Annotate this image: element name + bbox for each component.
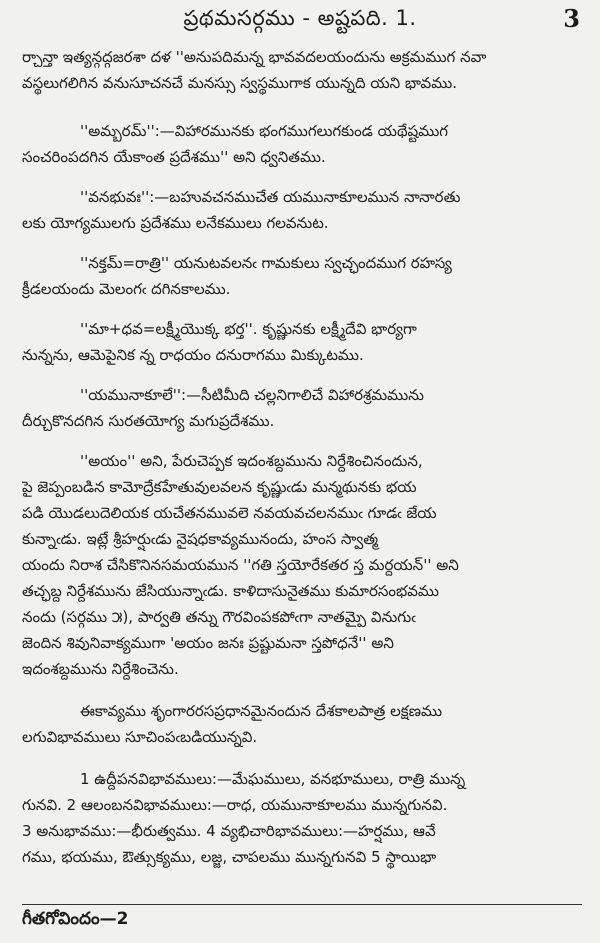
text-line: యందు నిరాశ చేసికొనినసమయమున ''గతి స్తయోరేకతర స్త మర్దయన్'' అని xyxy=(22,556,459,574)
paragraph-4 xyxy=(22,250,582,302)
paragraph-8 xyxy=(22,698,582,750)
paragraph-7 xyxy=(22,448,582,682)
page-header xyxy=(0,4,600,38)
text-line: 3 అనుభావము:—భీరుత్వము. 4 వ్యభిచారిభావములు:—హర్షము, ఆవే xyxy=(22,822,436,840)
text-line: ''మా+ధవ=లక్ష్మీయొక్క భర్త''. కృష్ణునకు లక్ష్మీదేవి భార్యగా xyxy=(80,320,417,338)
paragraph-2 xyxy=(22,118,582,170)
text-line: సంచరింపదగిన యేకాంత ప్రదేశము'' అని ధ్వనితము. xyxy=(22,148,326,166)
text-line: ''అమ్బరమ్'':—విహారమునకు భంగముగలుగకుండ యథేష్టముగ xyxy=(80,122,449,140)
text-line: నున్నను, ఆమెపైనిక న్న రాధయం దనురాగము మిక్కుటము. xyxy=(22,346,364,364)
text-line: దీర్చుకొనదగిన సురతయోగ్య మగుప్రదేశము. xyxy=(22,412,275,430)
text-line: తచ్ఛబ్ద నిర్దేశమును జేసియున్నాఁడు. కాళిదాసునైతము కుమారసంభవము xyxy=(22,582,439,600)
text-line: ఈకావ్యము శృంగారరసప్రధానమైనందున దేశకాలపాత్ర లక్షణము xyxy=(80,702,443,720)
text-line: ర్చాన్తా ఇత్యన్గద్గజరశా దళ ''అనుపదిమన్న భావవదలయందును అక్రమముగ నవా xyxy=(22,48,487,66)
text-line: ఇదంశబ్దమును నిర్దేశించెను. xyxy=(22,660,179,678)
page-footer xyxy=(22,904,582,935)
paragraph-9 xyxy=(22,766,582,870)
text-line: నందు (సర్గము ౫), పార్వతి తన్ను గౌరవింపకపోఁగా నాతమ్పై వినుగుఁ xyxy=(22,608,416,626)
text-line: గునవి. 2 ఆలంబనవిభావములు:—రాధ, యమునాకూలము మున్నగునవి. xyxy=(22,796,448,814)
signature-mark: గీతగోవిందం—2 xyxy=(22,909,129,929)
text-line: లకు యోగ్యములగు ప్రదేశము లనేకములు గలవనుట. xyxy=(22,214,329,232)
text-line: ''అయం'' అని, పేరుచెప్పక ఇదంశబ్దమును నిర్దేశించినందున, xyxy=(80,452,423,470)
page-number: 3 xyxy=(563,4,580,33)
paragraph-1 xyxy=(22,44,582,96)
paragraph-6 xyxy=(22,382,582,434)
text-line: ''యమునాకూలే'':—సీటిమీది చల్లనిగాలిచే విహారశ్రమమును xyxy=(80,386,424,404)
text-line: ''నక్తమ్=రాత్రి'' యనుటవలనఁ గామకులు స్వచ్ఛందముగ రహస్య xyxy=(80,254,452,272)
text-line: జెందిన శివునివాక్యముగా 'అయం జనః ప్రష్టుమనా స్తపోధనే'' అని xyxy=(22,634,394,652)
text-line: క్రీడలయందు మెలంగఁ దగినకాలము. xyxy=(22,280,231,298)
paragraph-3 xyxy=(22,184,582,236)
paragraph-5 xyxy=(22,316,582,368)
text-line: గము, భయము, ఔత్సుక్యము, లజ్జ, చాపలము మున్నగునవి 5 స్థాయిభా xyxy=(22,848,437,866)
text-line: లగువిభావములు సూచింపఁబడియున్నవి. xyxy=(22,728,258,746)
text-line: ''వనభువః'':—బహువచనముచేత యమునాకూలమున నానారతు xyxy=(80,188,461,206)
text-line: 1 ఉద్దీపనవిభావములు:—మేఘములు, వనభూములు, రాత్రి మున్న xyxy=(80,770,466,788)
chapter-title: ప్రథమసర్గము - అష్టపది. 1. xyxy=(183,6,417,30)
text-line: కున్నాఁడు. ఇట్లే శ్రీహర్షుఁడు నైషధకావ్యమునందు, హంస స్వాత్మ xyxy=(22,530,379,548)
text-line: పడి యొడలుదెలియక యచేతనమువలె నవయవచలనముఁ గూడఁ జేయ xyxy=(22,504,437,522)
text-line: వస్థలుగలిగిన వనుసూచనచే మనస్సు స్వస్థముగాక యున్నది యని భావము. xyxy=(22,74,458,92)
text-line: పై జెప్పంబడిన కామోద్రేకహేతువులవలన కృష్ణుఁడు మన్మథునకు భయ xyxy=(22,478,417,496)
